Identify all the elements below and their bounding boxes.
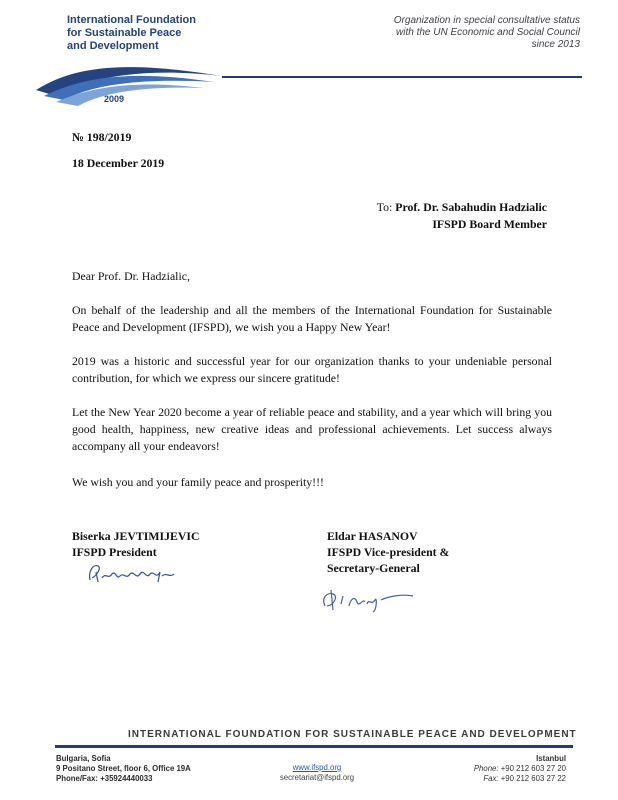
signatory-president bbox=[72, 528, 200, 560]
recipient-line bbox=[377, 199, 547, 216]
ifspd-logo bbox=[22, 14, 232, 114]
signatory-name: Eldar HASANOV bbox=[327, 529, 418, 543]
logo-text-line-3: and Development bbox=[67, 40, 159, 52]
signatory-title: IFSPD President bbox=[72, 545, 157, 559]
recipient-title: IFSPD Board Member bbox=[432, 217, 547, 231]
istanbul-fax-row bbox=[474, 774, 566, 784]
reference-number: № 198/2019 bbox=[72, 130, 132, 144]
signatory-title-line-2: Secretary-General bbox=[327, 561, 420, 575]
logo-text-line-2: for Sustainable Peace bbox=[67, 27, 182, 39]
secretary-general-signature-icon bbox=[319, 584, 417, 616]
header-divider bbox=[222, 76, 582, 78]
istanbul-phone: +90 212 603 27 20 bbox=[500, 764, 566, 773]
body-paragraph-1: On behalf of the leadership and all the members of the International Foundation for Sustainable Peace and Development (IFSPD), we wish you a Happy New Year! bbox=[72, 303, 552, 334]
phone-label: Phone: bbox=[473, 764, 499, 773]
logo-year: 2009 bbox=[104, 94, 125, 104]
recipient-prefix: To: bbox=[376, 200, 396, 214]
footer-divider bbox=[55, 745, 573, 748]
website-link[interactable]: www.ifspd.org bbox=[292, 763, 342, 772]
fax-label: Fax: bbox=[483, 774, 499, 783]
recipient-block bbox=[377, 199, 547, 233]
email-link[interactable]: secretariat@ifspd.org bbox=[279, 773, 355, 782]
istanbul-phone-row bbox=[474, 764, 566, 774]
signatory-title-line-1: IFSPD Vice-president & bbox=[327, 545, 450, 559]
sofia-phone: Phone/Fax: +35924440033 bbox=[56, 774, 153, 783]
istanbul-city: Istanbul bbox=[536, 754, 566, 763]
istanbul-fax: +90 212 603 27 22 bbox=[500, 774, 566, 783]
istanbul-contact bbox=[474, 754, 566, 784]
salutation: Dear Prof. Dr. Hadzialic, bbox=[72, 269, 190, 283]
signatory-name: Biserka JEVTIMIJEVIC bbox=[72, 529, 200, 543]
footer-title: INTERNATIONAL FOUNDATION FOR SUSTAINABLE PEACE AND DEVELOPMENT bbox=[128, 729, 577, 740]
president-signature-icon bbox=[86, 562, 186, 586]
status-line-1: Organization in special consultative status bbox=[393, 15, 580, 26]
sofia-street: 9 Positano Street, floor 6, Office 19A bbox=[56, 764, 191, 773]
logo-waves-icon bbox=[34, 56, 224, 108]
body-paragraph-4: We wish you and your family peace and prosperity!!! bbox=[72, 475, 324, 489]
sofia-address bbox=[56, 754, 191, 784]
body-paragraph-2: 2019 was a historic and successful year for our organization thanks to your undeniable personal contribution, for which we express our sincere gratitude! bbox=[72, 354, 552, 385]
contact-links bbox=[262, 763, 372, 783]
recipient-name: Prof. Dr. Sabahudin Hadzialic bbox=[395, 200, 547, 214]
sofia-city: Bulgaria, Sofia bbox=[56, 754, 111, 763]
letter-date: 18 December 2019 bbox=[72, 156, 165, 170]
signatory-secretary-general bbox=[327, 528, 449, 576]
body-paragraph-3: Let the New Year 2020 become a year of reliable peace and stability, and a year which will bring you good health, happiness, new creative ideas and professional achievements. Let success always accompany all your endeavors! bbox=[72, 405, 552, 453]
status-line-2: with the UN Economic and Social Council bbox=[396, 27, 580, 38]
logo-text-line-1: International Foundation bbox=[67, 14, 196, 26]
status-line-3: since 2013 bbox=[531, 39, 580, 50]
consultative-status bbox=[394, 15, 580, 51]
